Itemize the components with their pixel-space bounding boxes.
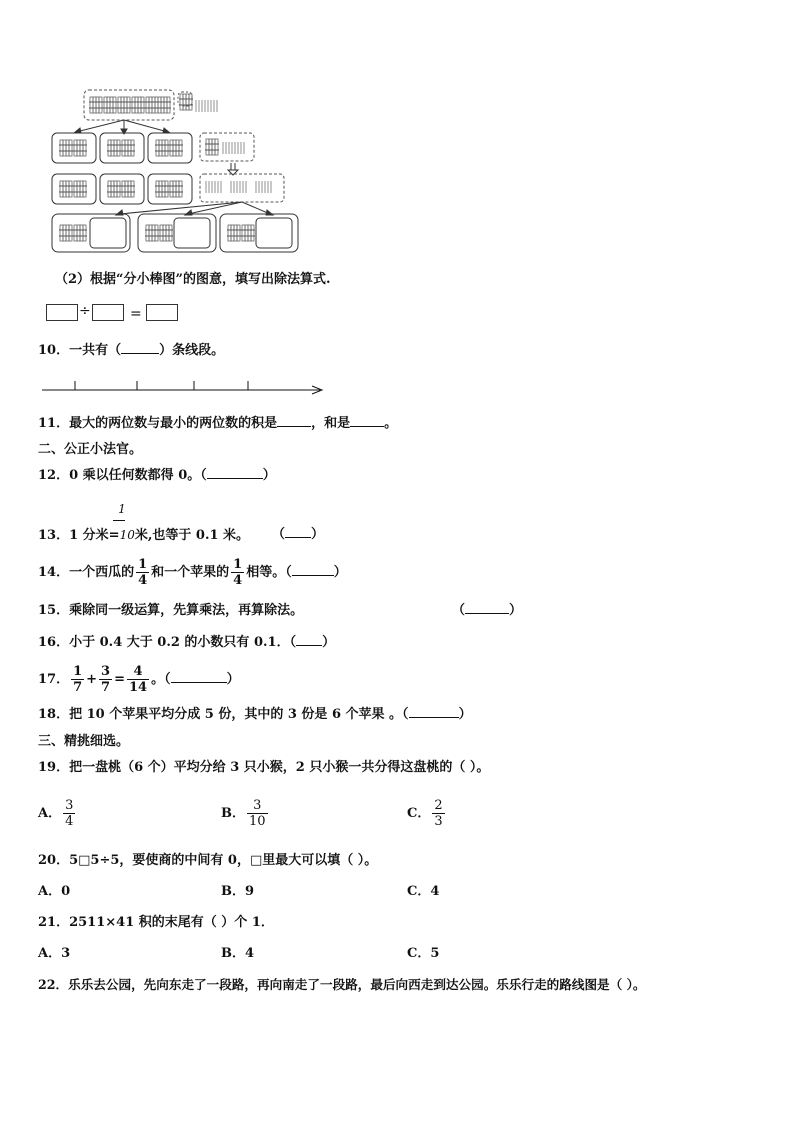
q16-blank[interactable] xyxy=(296,645,322,646)
q14-blank[interactable] xyxy=(292,575,334,576)
stick-division-figure xyxy=(48,86,308,256)
q21-option-b[interactable]: B．4 xyxy=(221,946,255,961)
q19-option-a[interactable]: A． $\frac{3}{4}$ xyxy=(38,798,74,829)
q17-blank[interactable] xyxy=(171,682,227,683)
q9-part2-text: （2）根据“分小棒图”的图意，填写出除法算式. xyxy=(55,272,331,287)
q17-text: 17． $\frac{1}{7}$ + $\frac{3}{7}$ = $\frac{4}{14}$ 。（ ） xyxy=(38,664,240,695)
q13-answer: （ ） xyxy=(272,527,325,542)
q13-fraction-den: 10 xyxy=(119,528,135,542)
q21-option-a[interactable]: A．3 xyxy=(38,946,71,961)
q17-fraction-c: $\frac{4}{14}$ xyxy=(129,664,148,695)
q14-fraction-b: $\frac{1}{4}$ xyxy=(233,557,243,588)
q10-text: 10．一共有（ ）条线段。 xyxy=(38,343,225,358)
divide-sign: ÷ xyxy=(79,303,91,319)
dividend-box[interactable] xyxy=(46,304,78,321)
q13-text: 13．1 分米=10米,也等于 0.1 米。 xyxy=(38,528,250,543)
q17-fraction-b: $\frac{3}{7}$ xyxy=(101,664,111,695)
section-3-heading: 三、精挑细选。 xyxy=(38,734,130,749)
q13-fraction-num: 1 xyxy=(118,502,126,516)
q19-option-b[interactable]: B． $\frac{3}{10}$ xyxy=(221,798,266,829)
q11-text: 11．最大的两位数与最小的两位数的积是 ，和是 。 xyxy=(38,416,398,431)
q14-text: 14．一个西瓜的 $\frac{1}{4}$ 和一个苹果的 $\frac{1}{4}$ 相等。（ ） xyxy=(38,557,347,588)
line-segment-figure xyxy=(42,378,327,398)
q18-blank[interactable] xyxy=(409,717,459,718)
q10-blank[interactable] xyxy=(121,353,159,354)
section-2-heading: 二、公正小法官。 xyxy=(38,442,143,457)
q19-option-c[interactable]: C． $\frac{2}{3}$ xyxy=(407,798,443,829)
q12-blank[interactable] xyxy=(207,478,263,479)
q20-option-b[interactable]: B．9 xyxy=(221,884,255,899)
q18-text: 18．把 10 个苹果平均分成 5 份，其中的 3 份是 6 个苹果 。（ ） xyxy=(38,707,472,722)
q11-blank-product[interactable] xyxy=(277,426,311,427)
q21-option-c[interactable]: C．5 xyxy=(407,946,440,961)
q14-fraction-a: $\frac{1}{4}$ xyxy=(138,557,148,588)
q15-blank[interactable] xyxy=(465,613,509,614)
q15-answer: （ ） xyxy=(452,603,523,618)
q16-text: 16．小于 0.4 大于 0.2 的小数只有 0.1．（ ） xyxy=(38,635,336,650)
q19-text: 19．把一盘桃（6 个）平均分给 3 只小猴，2 只小猴一共分得这盘桃的（ ）。 xyxy=(38,760,490,775)
q20-option-c[interactable]: C．4 xyxy=(407,884,440,899)
divisor-box[interactable] xyxy=(92,304,124,321)
equals-sign: = xyxy=(130,306,142,322)
q17-fraction-a: $\frac{1}{7}$ xyxy=(73,664,83,695)
q20-option-a[interactable]: A．0 xyxy=(38,884,71,899)
q11-blank-sum[interactable] xyxy=(350,426,384,427)
quotient-box[interactable] xyxy=(146,304,178,321)
q13-blank[interactable] xyxy=(285,537,311,538)
q13-fraction-bar xyxy=(113,520,125,521)
q12-text: 12．0 乘以任何数都得 0。（ ） xyxy=(38,468,276,483)
q22-text: 22．乐乐去公园，先向东走了一段路，再向南走了一段路，最后向西走到达公园。乐乐行走的路线图是（ ）。 xyxy=(38,977,646,992)
q15-text: 15．乘除同一级运算，先算乘法，再算除法。 xyxy=(38,603,304,618)
q21-text: 21．2511×41 积的末尾有（ ）个 1． xyxy=(38,915,274,930)
q20-text: 20．5□5÷5，要使商的中间有 0，□里最大可以填（ ）。 xyxy=(38,853,378,868)
